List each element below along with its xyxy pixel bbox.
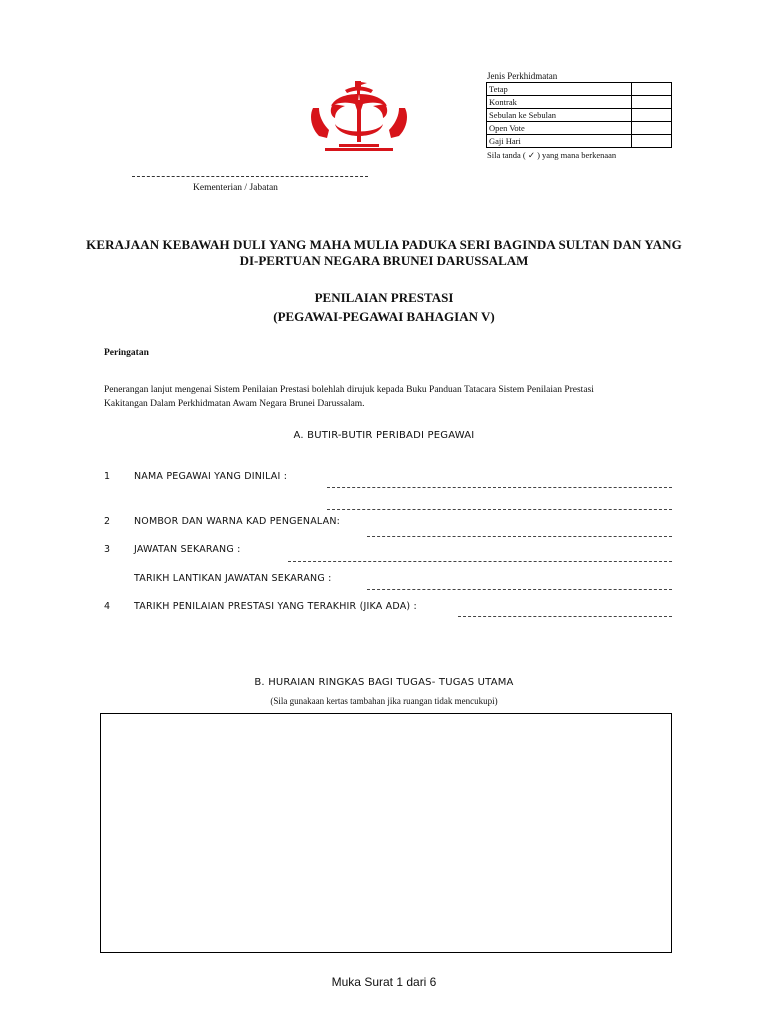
service-option-label: Open Vote (487, 122, 632, 135)
section-a-title: A. BUTIR-BUTIR PERIBADI PEGAWAI (293, 430, 475, 441)
last-appraisal-date-field[interactable] (458, 616, 672, 617)
service-option-label: Sebulan ke Sebulan (487, 109, 632, 122)
description-text (104, 383, 684, 411)
service-type-note: Sila tanda ( ✓ ) yang mana berkenaan (487, 150, 617, 160)
last-appraisal-date-label: TARIKH PENILAIAN PRESTASI YANG TERAKHIR (JIKA ADA) : (134, 601, 417, 612)
description-line: Penerangan lanjut mengenai Sistem Penilaian Prestasi bolehlah dirujuk kepada Buku Panduan Tatacara Sistem Penilaian Prestasi (104, 385, 594, 395)
service-type-table (486, 82, 672, 148)
service-option-checkbox[interactable] (632, 122, 672, 135)
id-card-field[interactable] (367, 536, 672, 537)
service-option-checkbox[interactable] (632, 109, 672, 122)
service-option-row (487, 83, 672, 96)
ministry-input-line[interactable] (132, 176, 368, 177)
duties-description-box[interactable] (100, 713, 672, 953)
service-option-row (487, 96, 672, 109)
service-option-checkbox[interactable] (632, 96, 672, 109)
government-heading-line1: KERAJAAN KEBAWAH DULI YANG MAHA MULIA PADUKA SERI BAGINDA SULTAN DAN YANG (86, 237, 682, 252)
government-heading-line2: DI-PERTUAN NEGARA BRUNEI DARUSSALAM (239, 253, 529, 268)
section-b-note: (Sila gunakaan kertas tambahan jika ruangan tidak mencukupi) (270, 696, 498, 706)
service-option-row (487, 109, 672, 122)
officer-name-field-line2[interactable] (327, 509, 672, 510)
service-option-checkbox[interactable] (632, 135, 672, 148)
appointment-date-field[interactable] (367, 589, 672, 590)
service-option-row (487, 122, 672, 135)
id-card-label: NOMBOR DAN WARNA KAD PENGENALAN: (134, 516, 341, 527)
field-number: 4 (104, 601, 111, 612)
officer-name-label: NAMA PEGAWAI YANG DINILAI : (134, 471, 288, 482)
current-position-label: JAWATAN SEKARANG : (134, 544, 241, 555)
service-option-label: Tetap (487, 83, 632, 96)
service-option-checkbox[interactable] (632, 83, 672, 96)
service-option-row (487, 135, 672, 148)
page-number: Muka Surat 1 dari 6 (331, 975, 437, 989)
ministry-label: Kementerian / Jabatan (193, 183, 278, 193)
service-option-label: Kontrak (487, 96, 632, 109)
form-title: PENILAIAN PRESTASI (314, 290, 454, 305)
service-option-label: Gaji Hari (487, 135, 632, 148)
field-number: 3 (104, 544, 111, 555)
brunei-crest-emblem (305, 80, 413, 152)
appointment-date-label: TARIKH LANTIKAN JAWATAN SEKARANG : (134, 573, 332, 584)
form-subtitle: (PEGAWAI-PEGAWAI BAHAGIAN V) (273, 309, 495, 324)
field-number: 2 (104, 516, 111, 527)
current-position-field[interactable] (288, 561, 672, 562)
section-b-title: B. HURAIAN RINGKAS BAGI TUGAS- TUGAS UTAMA (254, 677, 514, 688)
description-line: Kakitangan Dalam Perkhidmatan Awam Negara Brunei Darussalam. (104, 399, 365, 409)
warning-label: Peringatan (104, 348, 149, 358)
field-number: 1 (104, 471, 111, 482)
officer-name-field[interactable] (327, 487, 672, 488)
service-type-heading: Jenis Perkhidmatan (487, 71, 558, 81)
